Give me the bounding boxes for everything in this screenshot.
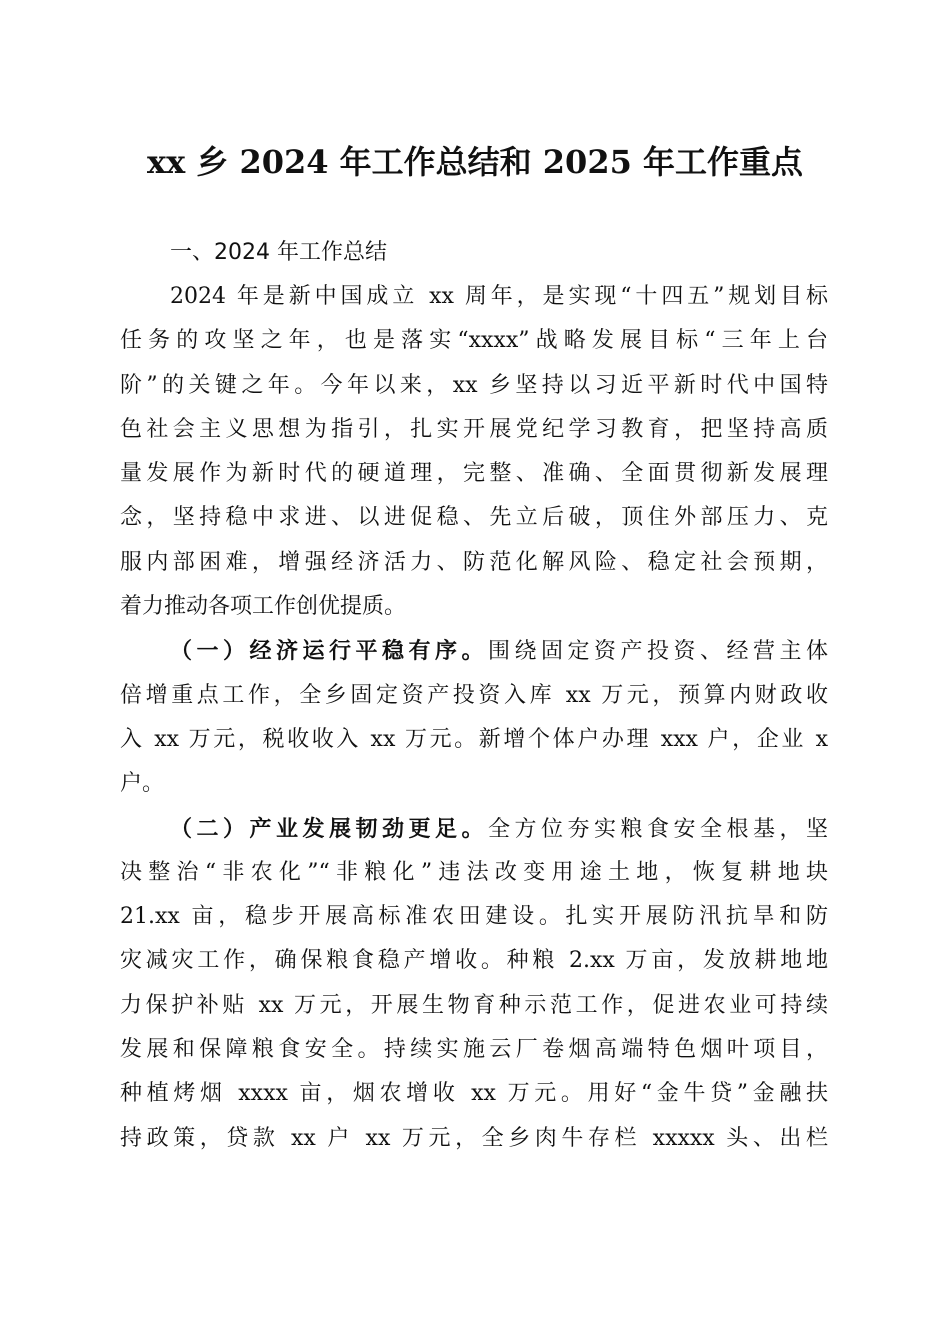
paragraph-text: 围绕固定资产投资、经营主体: [488, 639, 828, 665]
paragraph-line: 倍增重点工作，全乡固定资产投资入库 xx 万元，预算内财政收: [120, 682, 828, 708]
subsection-heading-industry: （二）产业发展韧劲更足。: [170, 815, 488, 842]
industry-paragraph: [120, 807, 828, 1161]
paragraph-line: 入 xx 万元，税收收入 xx 万元。新增个体户办理 xxx 户，企业 x: [120, 726, 828, 752]
paragraph-line: 色社会主义思想为指引，扎实开展党纪学习教育，把坚持高质: [120, 416, 828, 442]
subsection-heading-economy: （一）经济运行平稳有序。: [170, 638, 488, 665]
paragraph-line: 服内部困难，增强经济活力、防范化解风险、稳定社会预期，: [120, 549, 828, 575]
paragraph-line: 种植烤烟 xxxx 亩，烟农增收 xx 万元。用好“金牛贷”金融扶: [120, 1081, 828, 1107]
economy-paragraph: [120, 629, 828, 806]
paragraph-line: 2024 年是新中国成立 xx 周年，是实现“十四五”规划目标: [170, 284, 828, 309]
paragraph-line: 任务的攻坚之年，也是落实“xxxx”战略发展目标“三年上台: [120, 328, 828, 354]
paragraph-line: 念，坚持稳中求进、以进促稳、先立后破，顶住外部压力、克: [120, 505, 828, 531]
paragraph-line: 持政策，贷款 xx 户 xx 万元，全乡肉牛存栏 xxxxx 头、出栏: [120, 1125, 828, 1151]
paragraph-line: 户。: [120, 771, 165, 797]
paragraph-line: 量发展作为新时代的硬道理，完整、准确、全面贯彻新发展理: [120, 461, 828, 487]
document-title: xx 乡 2024 年工作总结和 2025 年工作重点: [147, 143, 803, 181]
paragraph-line: 阶”的关键之年。今年以来，xx 乡坚持以习近平新时代中国特: [120, 372, 828, 398]
paragraph-line: 着力推动各项工作创优提质。: [120, 594, 407, 620]
paragraph-text: 全方位夯实粮食安全根基，坚: [488, 816, 828, 842]
document-body: [120, 231, 828, 1161]
paragraph-line: 灾减灾工作，确保粮食稳产增收。种粮 2.xx 万亩，发放耕地地: [120, 948, 828, 974]
paragraph-line: [120, 807, 828, 851]
paragraph-line: 21.xx 亩，稳步开展高标准农田建设。扎实开展防汛抗旱和防: [120, 904, 828, 930]
paragraph-line: 力保护补贴 xx 万元，开展生物育种示范工作，促进农业可持续: [120, 992, 828, 1018]
paragraph-line: 发展和保障粮食安全。持续实施云厂卷烟高端特色烟叶项目，: [120, 1037, 828, 1063]
paragraph-line: 决整治“非农化”“非粮化”违法改变用途土地，恢复耕地块: [120, 859, 828, 885]
section-heading: 一、2024 年工作总结: [170, 240, 387, 265]
paragraph-line: [120, 629, 828, 673]
intro-paragraph: [120, 275, 828, 629]
